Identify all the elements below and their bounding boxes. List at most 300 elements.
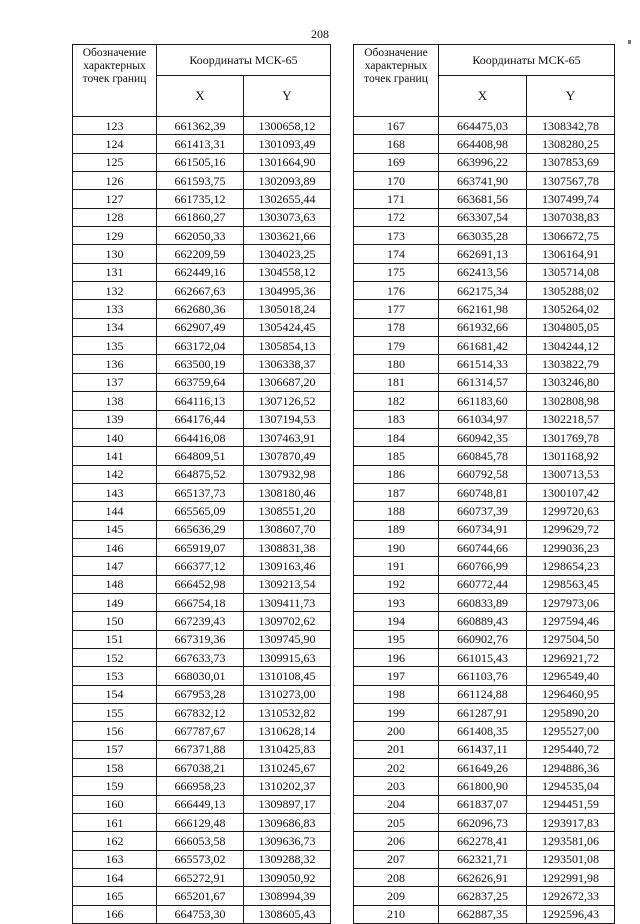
point-number: 190 [354,538,439,556]
table-row [354,373,615,391]
table-row [354,318,615,336]
point-number: 165 [73,887,157,905]
coord-y: 1307567,78 [527,172,615,190]
coord-x: 665201,67 [157,887,244,905]
coord-y: 1307463,91 [244,428,331,446]
point-number: 175 [354,263,439,281]
coord-x: 662161,98 [439,300,527,318]
coord-x: 661015,43 [439,648,527,666]
table-row [354,245,615,263]
table-row [354,593,615,611]
coord-x: 661837,07 [439,795,527,813]
coord-y: 1297504,50 [527,630,615,648]
point-number: 174 [354,245,439,263]
point-number: 142 [73,465,157,483]
point-number: 210 [354,905,439,923]
coord-y: 1301168,92 [527,447,615,465]
coord-x: 665919,07 [157,538,244,556]
coord-y: 1296549,40 [527,667,615,685]
coord-y: 1303073,63 [244,208,331,226]
coord-y: 1292596,43 [527,905,615,923]
point-number: 125 [73,153,157,171]
coord-x: 661362,39 [157,117,244,135]
coord-x: 661505,16 [157,153,244,171]
coord-y: 1307194,53 [244,410,331,428]
coord-x: 661800,90 [439,777,527,795]
point-number: 202 [354,759,439,777]
point-number: 167 [354,117,439,135]
coord-x: 662050,33 [157,227,244,245]
coord-x: 665636,29 [157,520,244,538]
coord-y: 1306338,37 [244,355,331,373]
coord-x: 666053,58 [157,832,244,850]
table-row [73,502,331,520]
point-number: 162 [73,832,157,850]
table-row [354,722,615,740]
table-row [354,667,615,685]
coord-y: 1304995,36 [244,282,331,300]
coord-y: 1307126,52 [244,392,331,410]
table-row [354,685,615,703]
coord-y: 1296921,72 [527,648,615,666]
coord-x: 662278,41 [439,832,527,850]
point-number: 134 [73,318,157,336]
coord-y: 1294535,04 [527,777,615,795]
coord-x: 662680,36 [157,300,244,318]
coord-y: 1304244,12 [527,337,615,355]
point-number: 189 [354,520,439,538]
coord-y: 1308607,70 [244,520,331,538]
table-row [73,648,331,666]
point-number: 206 [354,832,439,850]
point-number: 160 [73,795,157,813]
point-number: 151 [73,630,157,648]
coord-x: 665565,09 [157,502,244,520]
point-number: 186 [354,465,439,483]
coord-x: 667038,21 [157,759,244,777]
coord-y: 1299629,72 [527,520,615,538]
coord-x: 661514,33 [439,355,527,373]
table-row [73,850,331,868]
coord-x: 667633,73 [157,648,244,666]
coord-y: 1308831,38 [244,538,331,556]
table-row [354,355,615,373]
point-number: 156 [73,722,157,740]
table-row [354,153,615,171]
coord-y: 1309050,92 [244,869,331,887]
point-number: 136 [73,355,157,373]
header-y: Y [527,76,615,117]
point-number: 127 [73,190,157,208]
coordinates-table-left [72,44,331,924]
coord-y: 1306687,20 [244,373,331,391]
coord-y: 1302218,57 [527,410,615,428]
point-number: 205 [354,814,439,832]
table-row [354,869,615,887]
point-number: 207 [354,850,439,868]
coord-y: 1295440,72 [527,740,615,758]
point-number: 157 [73,740,157,758]
point-number: 150 [73,612,157,630]
table-row [73,722,331,740]
coord-x: 664408,98 [439,135,527,153]
coord-y: 1305854,13 [244,337,331,355]
coord-y: 1307853,69 [527,153,615,171]
coord-y: 1301769,78 [527,428,615,446]
table-row [73,190,331,208]
point-number: 204 [354,795,439,813]
point-number: 187 [354,483,439,501]
table-row [354,905,615,923]
point-number: 130 [73,245,157,263]
point-number: 198 [354,685,439,703]
coord-x: 662907,49 [157,318,244,336]
coord-x: 667832,12 [157,704,244,722]
coord-x: 661735,12 [157,190,244,208]
table-row [73,795,331,813]
coord-y: 1296460,95 [527,685,615,703]
coord-x: 661681,42 [439,337,527,355]
table-row [354,190,615,208]
coord-y: 1307038,83 [527,208,615,226]
coord-y: 1306672,75 [527,227,615,245]
table-row [73,227,331,245]
point-number: 197 [354,667,439,685]
table-row [73,593,331,611]
point-number: 185 [354,447,439,465]
coord-y: 1305264,02 [527,300,615,318]
coord-y: 1308280,25 [527,135,615,153]
coord-x: 666452,98 [157,575,244,593]
coord-y: 1309163,46 [244,557,331,575]
coord-y: 1309915,63 [244,648,331,666]
table-row [73,887,331,905]
coord-y: 1306164,91 [527,245,615,263]
table-row [354,135,615,153]
point-number: 172 [354,208,439,226]
coord-y: 1293501,08 [527,850,615,868]
table-row [73,905,331,923]
coord-y: 1302655,44 [244,190,331,208]
coord-x: 663759,64 [157,373,244,391]
point-number: 141 [73,447,157,465]
point-number: 143 [73,483,157,501]
table-row [73,557,331,575]
point-number: 195 [354,630,439,648]
point-number: 177 [354,300,439,318]
coord-x: 661314,57 [439,373,527,391]
table-row [73,263,331,281]
coord-y: 1309636,73 [244,832,331,850]
table-row [354,538,615,556]
table-row [354,740,615,758]
coord-x: 663307,54 [439,208,527,226]
coord-x: 663500,19 [157,355,244,373]
table-row [73,740,331,758]
coord-y: 1292672,33 [527,887,615,905]
table-row [354,300,615,318]
point-number: 201 [354,740,439,758]
header-x: X [157,76,244,117]
table-row [354,172,615,190]
coord-x: 661593,75 [157,172,244,190]
table-row [354,208,615,226]
point-number: 164 [73,869,157,887]
coord-y: 1310273,00 [244,685,331,703]
coord-y: 1299720,63 [527,502,615,520]
coord-x: 662175,34 [439,282,527,300]
coord-y: 1292991,98 [527,869,615,887]
coord-x: 666377,12 [157,557,244,575]
coord-x: 664475,03 [439,117,527,135]
point-number: 193 [354,593,439,611]
point-number: 169 [354,153,439,171]
coord-y: 1309702,62 [244,612,331,630]
table-row [354,557,615,575]
coord-y: 1304805,05 [527,318,615,336]
table-row [354,832,615,850]
coord-y: 1308994,39 [244,887,331,905]
point-number: 163 [73,850,157,868]
point-number: 184 [354,428,439,446]
point-number: 176 [354,282,439,300]
coord-x: 661183,60 [439,392,527,410]
coord-y: 1300107,42 [527,483,615,501]
coord-y: 1300713,53 [527,465,615,483]
table-row [354,465,615,483]
point-number: 135 [73,337,157,355]
coord-x: 662209,59 [157,245,244,263]
table-row [73,704,331,722]
coord-x: 665573,02 [157,850,244,868]
coord-y: 1305714,08 [527,263,615,281]
table-row [73,465,331,483]
coord-y: 1298563,45 [527,575,615,593]
coord-x: 663172,04 [157,337,244,355]
point-number: 129 [73,227,157,245]
table-row [354,410,615,428]
coord-x: 666958,23 [157,777,244,795]
coord-x: 667371,88 [157,740,244,758]
table-row [73,300,331,318]
point-number: 166 [73,905,157,923]
coord-x: 661860,27 [157,208,244,226]
point-number: 155 [73,704,157,722]
coord-y: 1309897,17 [244,795,331,813]
table-row [73,355,331,373]
coord-y: 1298654,23 [527,557,615,575]
table-row [354,630,615,648]
coord-y: 1309745,90 [244,630,331,648]
point-number: 171 [354,190,439,208]
point-number: 208 [354,869,439,887]
coord-x: 662626,91 [439,869,527,887]
coord-x: 661437,11 [439,740,527,758]
coord-x: 662096,73 [439,814,527,832]
table-row [73,318,331,336]
table-row [73,447,331,465]
point-number: 191 [354,557,439,575]
point-number: 149 [73,593,157,611]
coord-y: 1293917,83 [527,814,615,832]
table-row [354,575,615,593]
coord-y: 1293581,06 [527,832,615,850]
coord-y: 1310245,67 [244,759,331,777]
table-row [73,612,331,630]
table-row [73,428,331,446]
table-row [73,153,331,171]
table-row [354,502,615,520]
table-row [73,520,331,538]
coord-x: 661103,76 [439,667,527,685]
table-row [354,887,615,905]
coord-x: 667239,43 [157,612,244,630]
coord-x: 660748,81 [439,483,527,501]
point-number: 159 [73,777,157,795]
coord-x: 661408,35 [439,722,527,740]
table-row [73,245,331,263]
table-row [354,483,615,501]
coord-y: 1309411,73 [244,593,331,611]
coord-y: 1299036,23 [527,538,615,556]
coord-x: 662667,63 [157,282,244,300]
point-number: 168 [354,135,439,153]
page-number: 208 [311,27,329,41]
coord-y: 1303822,79 [527,355,615,373]
coord-y: 1310202,37 [244,777,331,795]
table-row [354,520,615,538]
point-number: 158 [73,759,157,777]
coord-y: 1305288,02 [527,282,615,300]
coord-x: 663741,90 [439,172,527,190]
table-row [73,575,331,593]
table-row [73,392,331,410]
table-row [73,373,331,391]
scan-mark [628,40,631,44]
point-number: 203 [354,777,439,795]
table-row [73,337,331,355]
point-number: 132 [73,282,157,300]
header-coordinates: Координаты МСК-65 [157,45,331,76]
table-row [354,337,615,355]
table-row [73,483,331,501]
coord-y: 1301093,49 [244,135,331,153]
point-number: 192 [354,575,439,593]
coord-x: 666754,18 [157,593,244,611]
table-row [73,282,331,300]
coord-y: 1304023,25 [244,245,331,263]
table-row [73,667,331,685]
coord-y: 1305018,24 [244,300,331,318]
coord-y: 1294886,36 [527,759,615,777]
coord-x: 664875,52 [157,465,244,483]
point-number: 139 [73,410,157,428]
table-row [354,704,615,722]
coord-y: 1294451,59 [527,795,615,813]
coord-x: 664416,08 [157,428,244,446]
coord-x: 662691,13 [439,245,527,263]
point-number: 137 [73,373,157,391]
coord-x: 660766,99 [439,557,527,575]
point-number: 188 [354,502,439,520]
coord-y: 1308342,78 [527,117,615,135]
coord-y: 1307499,74 [527,190,615,208]
coord-y: 1303246,80 [527,373,615,391]
table-row [73,135,331,153]
coord-y: 1307870,49 [244,447,331,465]
point-number: 194 [354,612,439,630]
table-row [73,410,331,428]
table-row [354,263,615,281]
coord-x: 661287,91 [439,704,527,722]
table-row [354,759,615,777]
coord-x: 667787,67 [157,722,244,740]
point-number: 144 [73,502,157,520]
table-row [73,538,331,556]
coord-x: 666129,48 [157,814,244,832]
point-number: 170 [354,172,439,190]
coord-x: 660744,66 [439,538,527,556]
header-designation: Обозначение характерных точек границ [73,45,157,117]
point-number: 147 [73,557,157,575]
coord-x: 661932,66 [439,318,527,336]
coordinates-table-right [353,44,615,924]
left-table-body [73,117,331,924]
coord-x: 661413,31 [157,135,244,153]
coord-x: 663035,28 [439,227,527,245]
coord-x: 667319,36 [157,630,244,648]
point-number: 173 [354,227,439,245]
coord-y: 1303621,66 [244,227,331,245]
point-number: 180 [354,355,439,373]
point-number: 200 [354,722,439,740]
coord-y: 1307932,98 [244,465,331,483]
point-number: 140 [73,428,157,446]
coord-y: 1295527,00 [527,722,615,740]
coord-y: 1302808,98 [527,392,615,410]
coord-y: 1310108,45 [244,667,331,685]
coord-x: 667953,28 [157,685,244,703]
coord-x: 660889,43 [439,612,527,630]
coord-y: 1310425,83 [244,740,331,758]
table-row [354,795,615,813]
coord-x: 662837,25 [439,887,527,905]
coord-x: 664176,44 [157,410,244,428]
coord-y: 1310532,82 [244,704,331,722]
point-number: 133 [73,300,157,318]
point-number: 181 [354,373,439,391]
table-row [354,648,615,666]
coord-y: 1308551,20 [244,502,331,520]
table-row [73,869,331,887]
coord-x: 662449,16 [157,263,244,281]
coord-y: 1297594,46 [527,612,615,630]
table-row [354,777,615,795]
table-row [73,685,331,703]
coord-x: 664753,30 [157,905,244,923]
table-row [354,117,615,135]
point-number: 154 [73,685,157,703]
point-number: 179 [354,337,439,355]
coord-y: 1309288,32 [244,850,331,868]
coord-x: 663681,56 [439,190,527,208]
header-x: X [439,76,527,117]
right-table-body [354,117,615,924]
table-row [73,208,331,226]
coord-y: 1300658,12 [244,117,331,135]
point-number: 146 [73,538,157,556]
table-row [354,850,615,868]
